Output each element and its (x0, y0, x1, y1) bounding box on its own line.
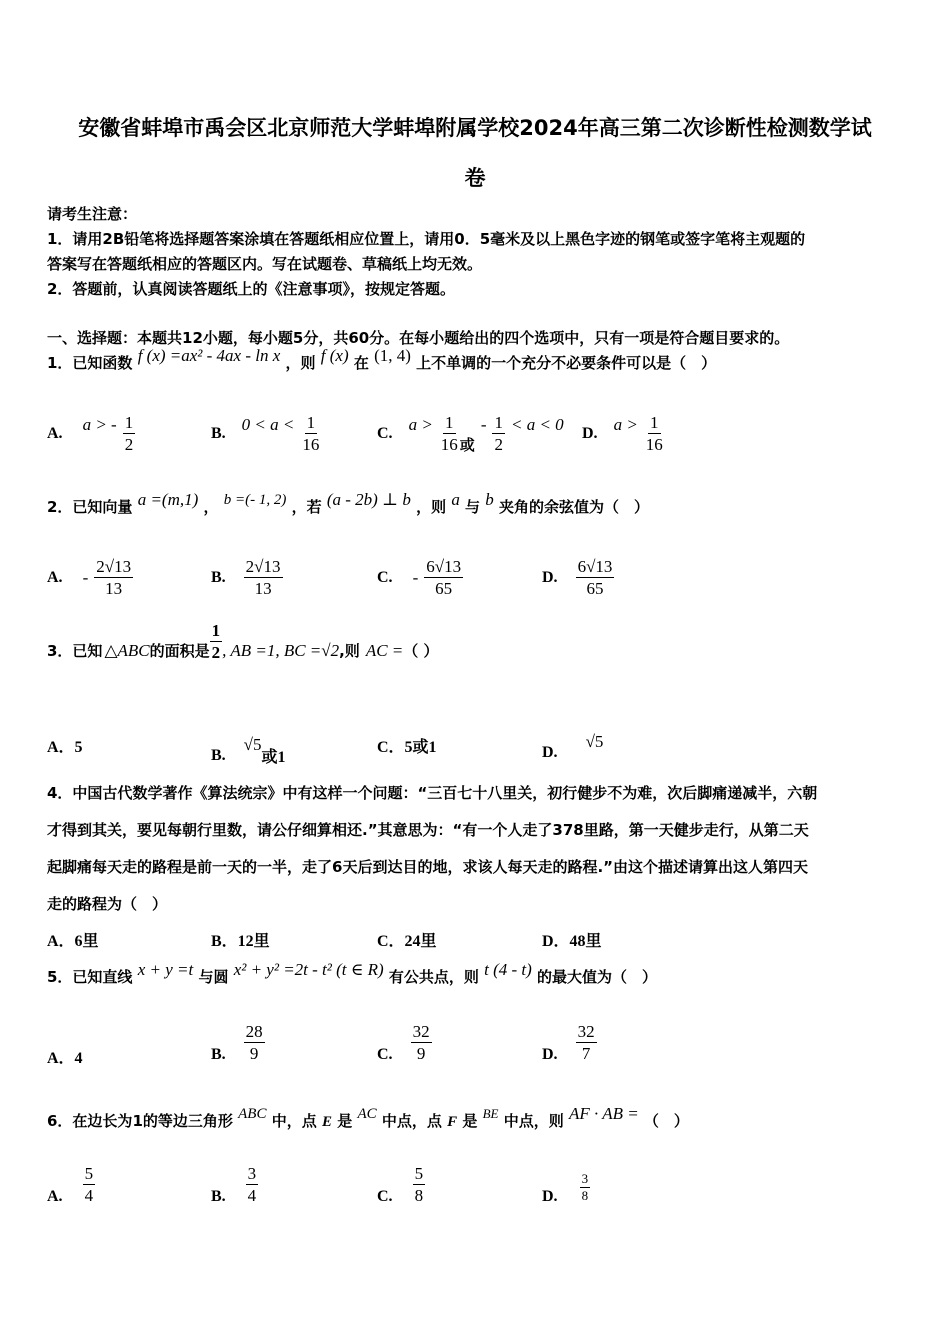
q4-option-b[interactable]: B．12里 (211, 933, 270, 950)
option-sign: - (82, 567, 89, 587)
option-label: D. (542, 744, 558, 761)
q3-lengths: , AB =1, BC =√2 (222, 640, 340, 660)
q5-expression: t (4 - t) (484, 960, 532, 979)
question-3-stem (47, 621, 439, 663)
q6-text: 中点，点 (381, 1112, 442, 1130)
option-label: B. (211, 1046, 226, 1063)
fraction-denominator: 16 (440, 435, 458, 454)
option-fraction (94, 556, 133, 599)
q1-interval: (1, 4) (374, 346, 411, 365)
page-title-line1: 安徽省蚌埠市禹会区北京师范大学蚌埠附属学校2024年高三第二次诊断性检测数学试 (78, 116, 872, 140)
fraction-denominator: 2 (211, 643, 221, 662)
q6-point-e: E (321, 1113, 332, 1130)
option-label: C. (377, 568, 393, 586)
option-label: A. (47, 568, 63, 586)
fraction-numerator: 32 (412, 1021, 430, 1041)
option-fraction (576, 1021, 597, 1064)
fraction-denominator: 7 (581, 1043, 591, 1063)
notice-item-2: 2．答题前，认真阅读答题纸上的《注意事项》，按规定答题。 (47, 280, 455, 298)
q6-text: 6．在边长为1的等边三角形 (47, 1112, 233, 1130)
option-fraction (300, 412, 321, 455)
q3-triangle: △ABC (104, 640, 150, 660)
q2-option-a[interactable] (47, 556, 133, 599)
option-label: A. (47, 424, 63, 442)
option-label: C．5或1 (377, 739, 437, 756)
option-label: D. (542, 1188, 558, 1205)
q1-text: 在 (353, 354, 369, 372)
q3-text: （ ） (403, 642, 439, 660)
q2-text: 2．已知向量 (47, 498, 133, 516)
q1-text: 1．已知函数 (47, 354, 133, 372)
option-label: C. (377, 1046, 393, 1063)
q5-option-d[interactable] (542, 1020, 597, 1064)
question-4-line2: 才得到其关，要见每朝行里数，请公仔细算相还.”其意思为：“有一个人走了378里路，第一天健步走行，从第二天 (47, 821, 809, 839)
option-fraction (244, 556, 283, 599)
option-label: D. (542, 1046, 558, 1063)
q6-segment-be: BE (482, 1106, 499, 1121)
option-math: a > (613, 414, 638, 434)
fraction-denominator: 16 (302, 435, 320, 454)
option-fraction (411, 1021, 432, 1064)
option-label: A．5 (47, 739, 83, 756)
option-label: B. (211, 1187, 226, 1205)
fraction-numerator: 1 (124, 413, 134, 432)
option-fraction (424, 556, 463, 599)
q1-option-a[interactable] (47, 412, 135, 455)
q6-text: 中点，则 (503, 1112, 564, 1130)
fraction-denominator: 4 (247, 1186, 257, 1205)
fraction-numerator: 3 (581, 1170, 589, 1186)
fraction-denominator: 13 (254, 579, 272, 598)
option-math: √5 (243, 734, 262, 754)
q2-text: 与 (465, 498, 481, 516)
option-fraction (244, 1021, 265, 1064)
q3-text: ,则 (339, 642, 360, 660)
option-math: √5 (585, 732, 604, 751)
q3-area-fraction (210, 620, 223, 663)
option-math: - (480, 414, 487, 434)
option-label: B. (211, 746, 226, 764)
option-label: B. (211, 424, 226, 442)
fraction-denominator: 65 (435, 579, 453, 598)
option-or: 或1 (261, 749, 286, 766)
question-4-line4: 走的路程为（ ） (47, 895, 168, 913)
q1-text: ，则 (285, 354, 316, 372)
question-4-line3: 起脚痛每天走的路程是前一天的一半，走了6天后到达目的地，求该人每天走的路程.”由这个描述请算出这人第四天 (47, 858, 808, 876)
option-or: 或 (459, 436, 475, 454)
option-label: B. (211, 568, 226, 586)
fraction-denominator: 4 (84, 1186, 94, 1205)
q3-option-b[interactable] (211, 722, 286, 767)
q6-segment-ac: AC (357, 1105, 377, 1122)
fraction-denominator: 8 (414, 1186, 424, 1205)
q6-text: 中，点 (271, 1112, 317, 1130)
option-fraction (492, 412, 505, 455)
fraction-denominator: 65 (586, 579, 604, 598)
fraction-numerator: 5 (414, 1164, 424, 1183)
q5-option-b[interactable] (211, 1020, 265, 1064)
question-5-stem (47, 960, 658, 988)
q6-triangle: ABC (238, 1105, 267, 1122)
q4-option-c[interactable]: C．24里 (377, 933, 437, 950)
option-label: D. (582, 424, 598, 442)
q6-option-c[interactable] (377, 1163, 425, 1206)
fraction-denominator: 13 (105, 579, 123, 598)
q2-condition: (a - 2b) ⊥ b (326, 490, 411, 509)
fraction-denominator: 2 (494, 435, 503, 454)
fraction-denominator: 8 (581, 1187, 589, 1203)
q5-line: x + y =t (137, 960, 194, 979)
option-label: A. (47, 1187, 63, 1205)
option-fraction (246, 1163, 259, 1206)
q2-text: 夹角的余弦值为（ ） (499, 498, 650, 516)
q2-vector-b: b =(- 1, 2) (223, 491, 287, 508)
fraction-numerator: 1 (494, 413, 503, 432)
option-label: C. (377, 1187, 393, 1205)
option-math: 0 < a < (241, 414, 295, 434)
q2-text: ，则 (416, 498, 447, 516)
option-label: A．4 (47, 1050, 83, 1067)
q5-option-c[interactable] (377, 1020, 432, 1064)
q1-option-d[interactable] (582, 412, 665, 455)
notice-item-1a: 1．请用2B铅笔将选择题答案涂填在答题纸相应位置上，请用0．5毫米及以上黑色字迹的钢笔或签字笔将主观题的 (47, 230, 806, 248)
q2-vector-a: a =(m,1) (137, 490, 199, 509)
q6-point-f: F (447, 1113, 458, 1130)
fraction-numerator: 1 (445, 413, 454, 432)
q5-text: 有公共点，则 (388, 968, 479, 986)
fraction-numerator: 6√13 (426, 557, 462, 576)
option-label: D. (542, 568, 558, 586)
question-2-stem (47, 490, 650, 518)
q3-option-a[interactable] (47, 734, 83, 757)
q1-text: 上不单调的一个充分不必要条件可以是（ ） (416, 354, 717, 372)
q4-option-a[interactable]: A．6里 (47, 933, 99, 950)
q6-option-b[interactable] (211, 1163, 258, 1206)
q3-option-c[interactable] (377, 734, 437, 757)
question-4-line1: 4．中国古代数学著作《算法统宗》中有这样一个问题：“三百七十八里关，初行健步不为难，次后脚痛递减半，六朝 (47, 784, 818, 802)
fraction-denominator: 2 (124, 435, 134, 454)
q2-var: a (451, 490, 460, 509)
q6-text: 是 (337, 1112, 353, 1130)
option-fraction (580, 1171, 591, 1204)
q3-ask: AC = (365, 640, 404, 660)
q1-option-b[interactable] (211, 412, 321, 455)
q6-dot-product: AF · AB = (568, 1104, 639, 1123)
section-heading: 一、选择题：本题共12小题，每小题5分，共60分。在每小题给出的四个选项中，只有一项是符合题目要求的。 (47, 329, 790, 347)
q2-var: b (485, 490, 494, 509)
question-1-stem (47, 346, 717, 374)
q2-option-c[interactable] (377, 556, 463, 599)
q3-option-d[interactable] (542, 722, 603, 762)
q6-text: （ ） (643, 1112, 689, 1130)
fraction-numerator: 1 (211, 621, 221, 640)
option-math: a > - (82, 414, 117, 434)
q5-text: 与圆 (198, 968, 229, 986)
fraction-numerator: 2√13 (245, 557, 281, 576)
q2-option-b[interactable] (211, 556, 283, 599)
fraction-numerator: 32 (577, 1021, 595, 1041)
option-fraction (413, 1163, 426, 1206)
fraction-numerator: 1 (650, 413, 659, 432)
notice-heading: 请考生注意： (47, 205, 138, 223)
q1-function: f (x) =ax² - 4ax - ln x (137, 346, 281, 365)
q3-text: 3．已知 (47, 642, 103, 660)
fraction-denominator: 9 (416, 1043, 426, 1063)
option-fraction (439, 412, 460, 455)
fraction-numerator: 1 (306, 413, 316, 432)
q4-option-d[interactable]: D．48里 (542, 933, 602, 950)
fraction-numerator: 3 (247, 1164, 257, 1183)
q5-text: 5．已知直线 (47, 968, 133, 986)
q6-option-a[interactable] (47, 1163, 95, 1206)
q1-function-ref: f (x) (320, 346, 349, 365)
q5-option-a[interactable] (47, 1045, 83, 1068)
q5-circle: x² + y² =2t - t² (t ∈ R) (233, 960, 384, 979)
fraction-numerator: 6√13 (577, 557, 613, 576)
notice-item-1b: 答案写在答题纸相应的答题区内。写在试题卷、草稿纸上均无效。 (47, 255, 483, 273)
option-fraction (644, 412, 665, 455)
option-math: < a < 0 (510, 414, 564, 434)
q3-text: 的面积是 (149, 642, 210, 660)
question-6-stem (47, 1104, 689, 1132)
option-fraction (576, 556, 615, 599)
option-fraction (123, 412, 136, 455)
fraction-denominator: 16 (645, 435, 663, 454)
q2-option-d[interactable] (542, 556, 614, 599)
q5-text: 的最大值为（ ） (537, 968, 658, 986)
option-fraction (83, 1163, 96, 1206)
q2-text: ， (203, 498, 219, 516)
q6-text: 是 (462, 1112, 478, 1130)
q1-option-c[interactable] (377, 412, 564, 455)
option-sign: - (412, 567, 419, 587)
page-title-line2: 卷 (464, 166, 486, 190)
q2-text: ，若 (291, 498, 322, 516)
fraction-numerator: 5 (84, 1164, 94, 1183)
fraction-numerator: 28 (245, 1021, 263, 1041)
fraction-numerator: 2√13 (96, 557, 132, 576)
fraction-denominator: 9 (249, 1043, 259, 1063)
option-label: C. (377, 424, 393, 442)
q6-option-d[interactable] (542, 1168, 590, 1206)
option-math: a > (408, 414, 433, 434)
